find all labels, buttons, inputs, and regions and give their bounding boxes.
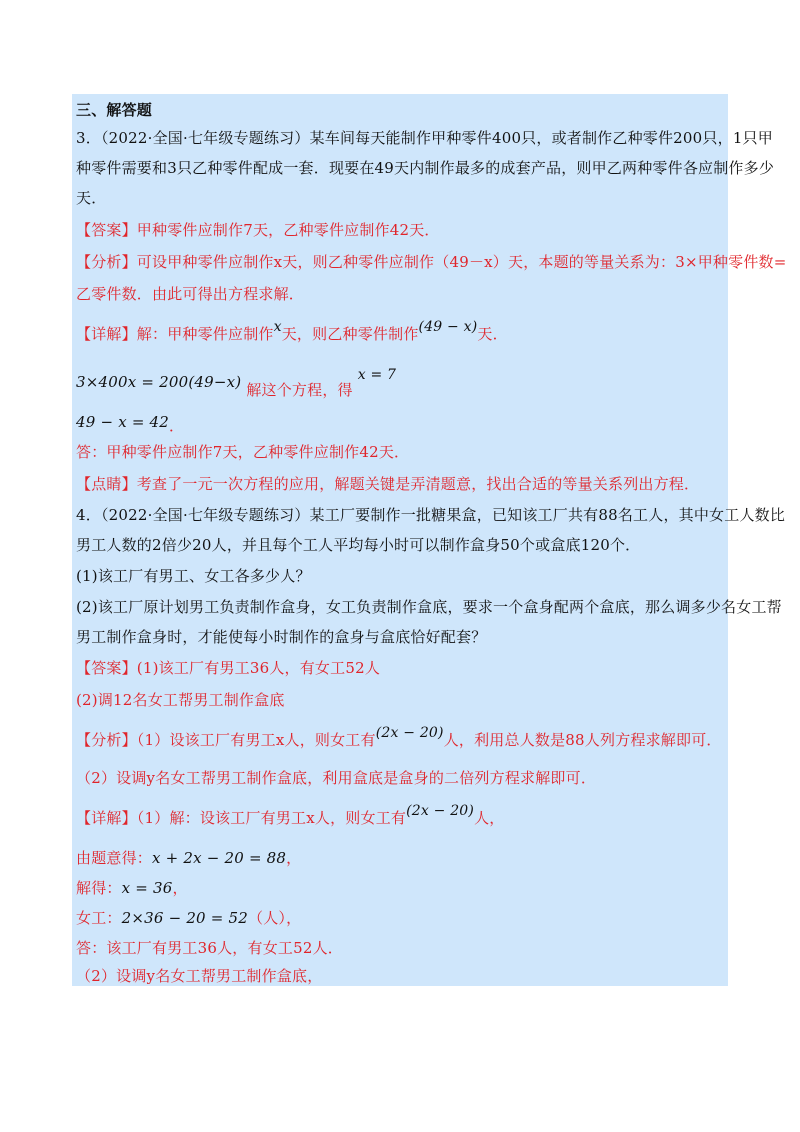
equation-2-tail: ． — [169, 417, 185, 435]
equation-a-tail: ， — [286, 849, 302, 867]
analysis-1-text-b: 人，利用总人数是88人列方程求解即可． — [443, 731, 722, 749]
question-3-analysis-line-2: 乙零件数．由此可得出方程求解． — [76, 285, 305, 303]
question-3-text-line-2: 种零件需要和3只乙种零件配成一套．现要在49天内制作最多的成套产品，则甲乙两种零件各应制作多少 — [76, 159, 775, 177]
analysis-1-paren-expression: (2x − 20) — [375, 725, 444, 741]
question-4-analysis-2: （2）设调y名女工帮男工制作盒底，利用盒底是盒身的二倍列方程求解即可． — [76, 769, 597, 787]
question-4-answer-1: 【答案】(1)该工厂有男工36人，有女工52人 — [76, 659, 381, 677]
question-4-sub-2-line-2: 男工制作盒身时，才能使每小时制作的盒身与盒底恰好配套？ — [76, 628, 487, 646]
detail-1-text-a: 【详解】（1）解：设该工厂有男工x人，则女工有 — [76, 809, 407, 827]
equation-2-math: 49 − x = 42 — [76, 413, 170, 431]
question-4-text-line-1: 4．（2022·全国·七年级专题练习）某工厂要制作一批糖果盒，已知该工厂共有88名工人，其中女工人数比 — [76, 506, 786, 524]
question-3-comment: 【点睛】考查了一元一次方程的应用，解题关键是弄清题意，找出合适的等量关系列出方程． — [76, 475, 700, 493]
equation-1-result: x = 7 — [357, 367, 397, 383]
question-3-equation-2 — [76, 412, 185, 435]
question-4-equation-c — [76, 908, 301, 928]
equation-b-label: 解得： — [76, 879, 122, 897]
section-title: 三、解答题 — [76, 101, 153, 119]
question-4-detail-1 — [76, 803, 505, 829]
analysis-1-text-a: 【分析】（1）设该工厂有男工x人，则女工有 — [76, 731, 376, 749]
equation-a-label: 由题意得： — [76, 849, 153, 867]
detail-text-c: 天． — [477, 325, 508, 343]
detail-1-paren-expression: (2x − 20) — [406, 803, 475, 819]
detail-text-b: 天，则乙种零件制作 — [281, 325, 419, 343]
question-4-final-answer-1: 答：该工厂有男工36人，有女工52人． — [76, 939, 343, 957]
equation-c-tail: （人）， — [248, 909, 302, 927]
equation-a-math: x + 2x − 20 = 88 — [152, 849, 287, 867]
question-4-sub-1: (1)该工厂有男工、女工各多少人？ — [76, 567, 311, 585]
detail-text-a: 【详解】解：甲种零件应制作 — [76, 325, 274, 343]
equation-b-math: x = 36 — [121, 879, 173, 897]
question-4-equation-a — [76, 848, 301, 868]
question-4-text-line-2: 男工人数的2倍少20人，并且每个工人平均每小时可以制作盒身50个或盒底120个． — [76, 536, 641, 554]
question-4-analysis-1 — [76, 725, 722, 751]
question-4-answer-2: (2)调12名女工帮男工制作盒底 — [76, 691, 285, 709]
detail-variable: x — [273, 319, 282, 335]
equation-1-text: 解这个方程，得 — [246, 381, 353, 399]
question-4-equation-b — [76, 878, 188, 898]
question-3-analysis-line-1: 【分析】可设甲种零件应制作x天，则乙种零件应制作（49－x）天，本题的等量关系为：3×甲种零件数= — [76, 253, 787, 271]
question-3-equation-1 — [76, 367, 397, 399]
question-3-text-line-3: 天． — [76, 189, 107, 207]
question-3-detail — [76, 319, 508, 345]
question-3-final-answer: 答：甲种零件应制作7天，乙种零件应制作42天． — [76, 443, 410, 461]
equation-1-math: 3×400x = 200(49−x) — [76, 373, 242, 391]
equation-c-math: 2×36 − 20 = 52 — [121, 909, 248, 927]
equation-c-label: 女工： — [76, 909, 122, 927]
question-3-answer: 【答案】甲种零件应制作7天，乙种零件应制作42天． — [76, 221, 440, 239]
detail-paren-expression: (49 − x) — [418, 319, 478, 335]
equation-b-tail: ， — [172, 879, 188, 897]
question-3-text-line-1: 3．（2022·全国·七年级专题练习）某车间每天能制作甲种零件400只，或者制作乙种零件200只，1只甲 — [76, 129, 773, 147]
question-4-detail-2: （2）设调y名女工帮男工制作盒底， — [76, 967, 323, 985]
detail-1-text-b: 人， — [474, 809, 505, 827]
question-4-sub-2-line-1: (2)该工厂原计划男工负责制作盒身，女工负责制作盒底，要求一个盒身配两个盒底，那么调多少名女工帮 — [76, 598, 782, 616]
